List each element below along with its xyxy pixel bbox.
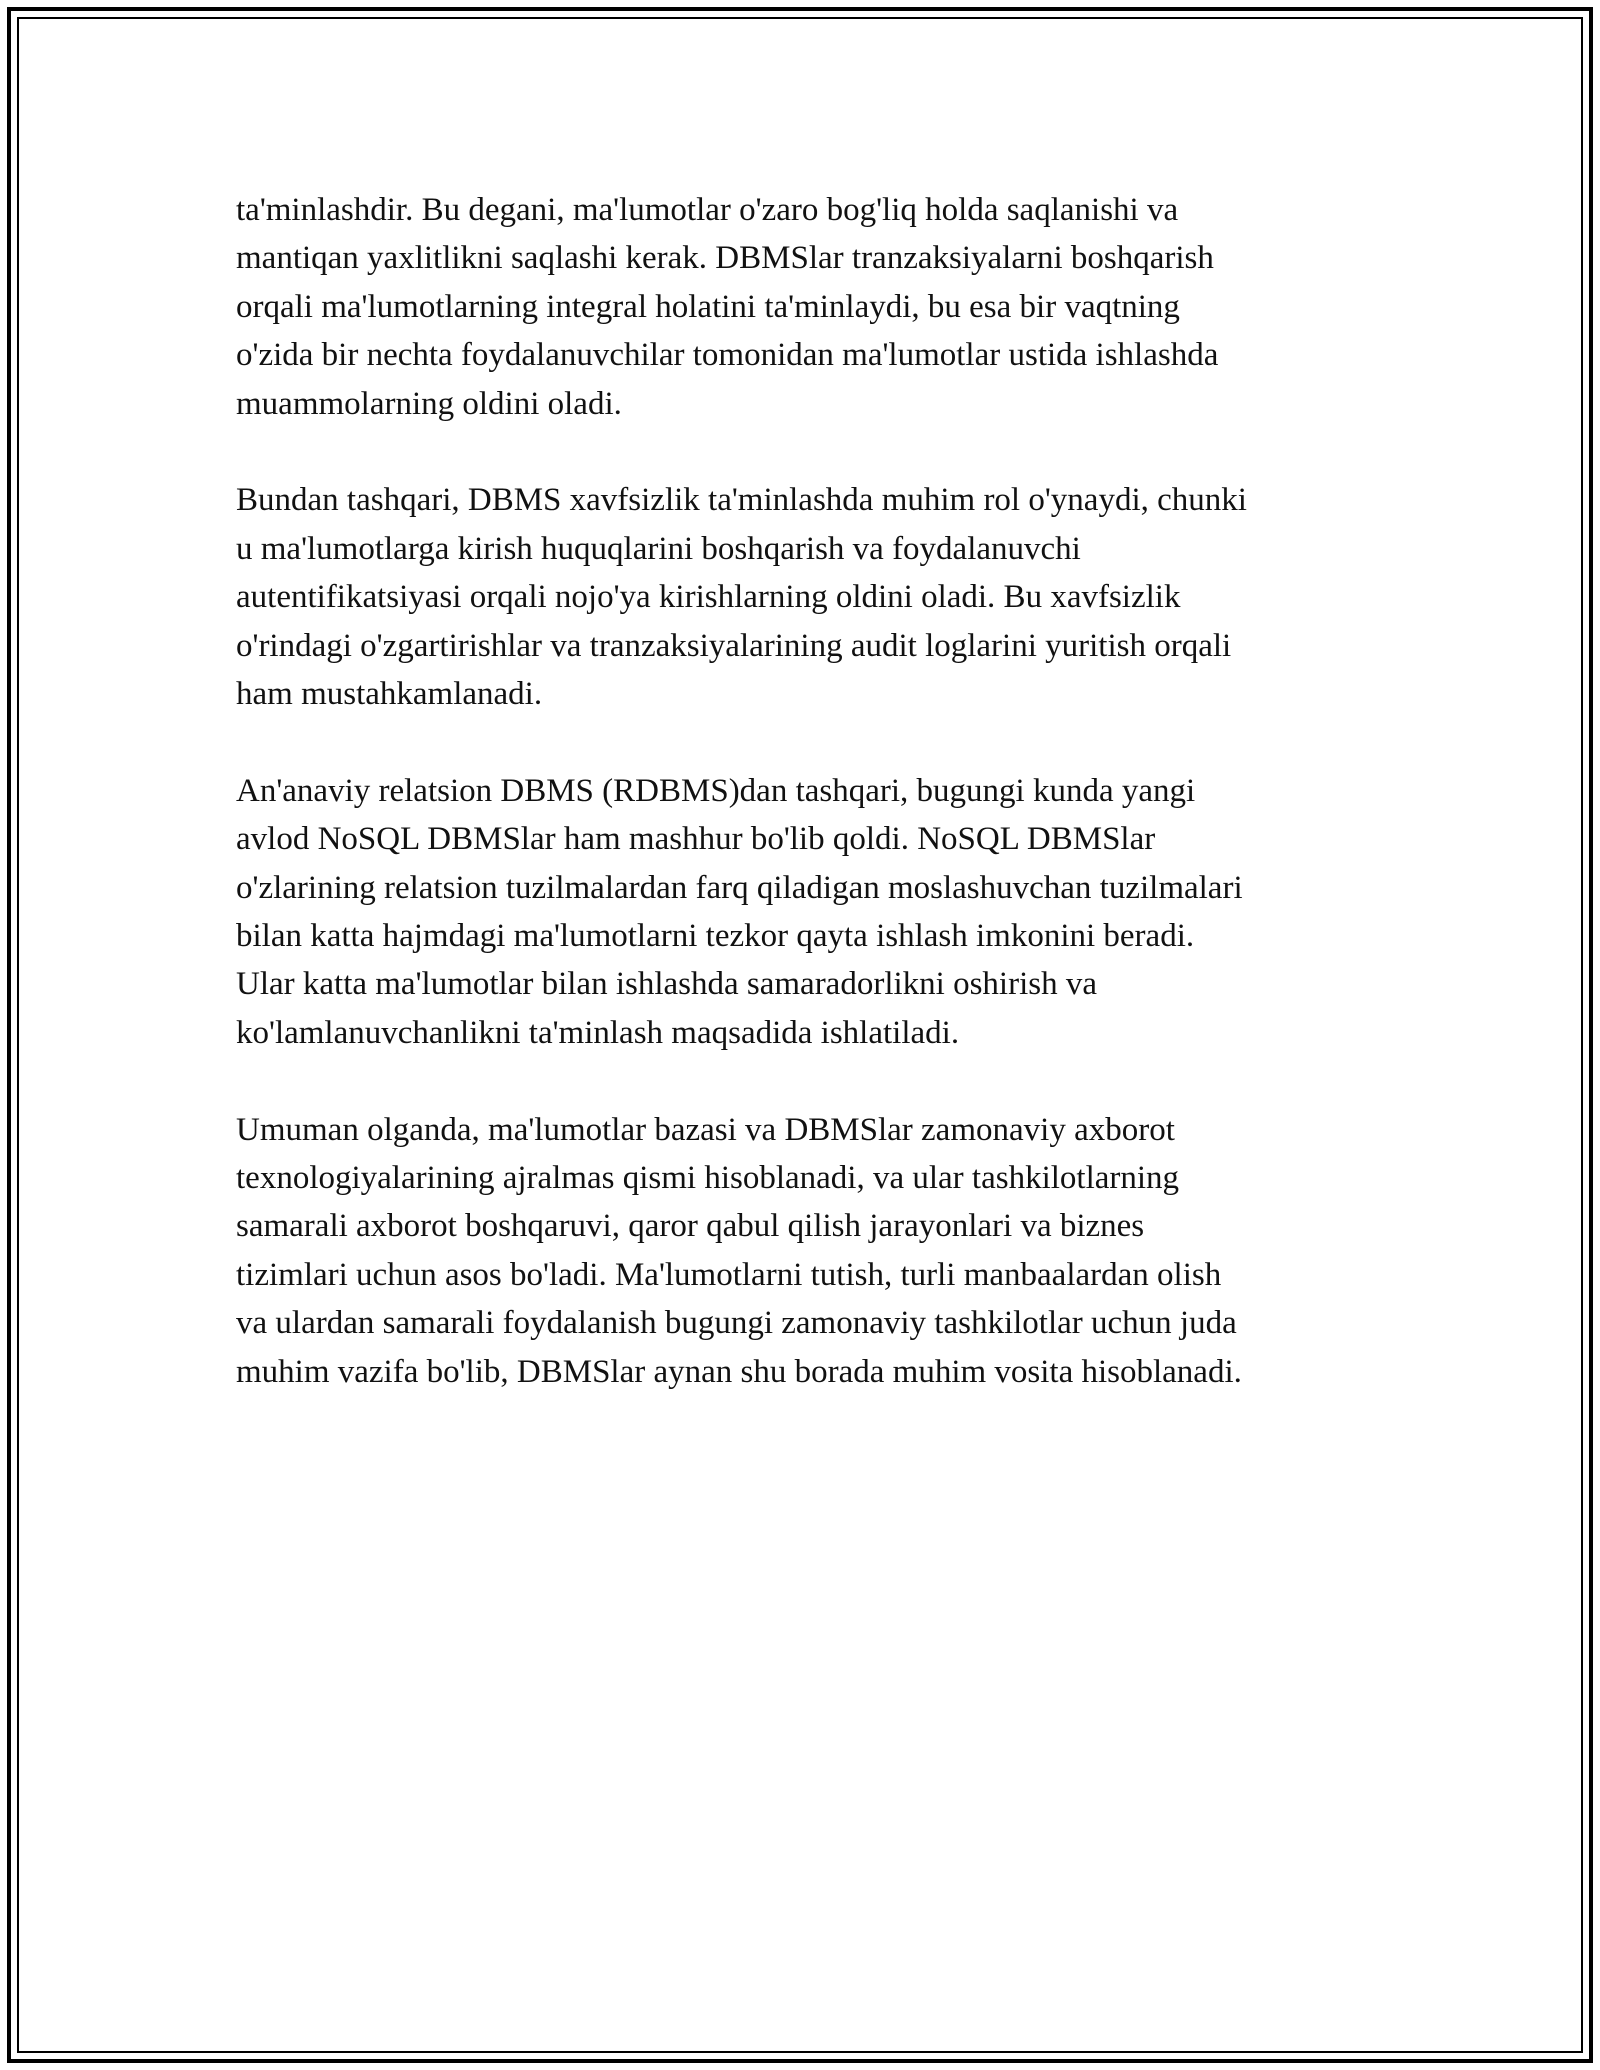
text-line: bilan katta hajmdagi ma'lumotlarni tezkor qayta ishlash imkonini beradi. (236, 918, 1195, 955)
text-line: muhim vazifa bo'lib, DBMSlar aynan shu borada muhim vosita hisoblanadi. (236, 1353, 1242, 1390)
text-line: u ma'lumotlarga kirish huquqlarini boshqarish va foydalanuvchi (236, 530, 1081, 567)
text-line: Umuman olganda, ma'lumotlar bazasi va DBMSlar zamonaviy axborot (236, 1111, 1175, 1148)
document-body (236, 186, 1376, 1445)
paragraph-4 (236, 1106, 1376, 1396)
text-line: ham mustahkamlanadi. (236, 676, 543, 713)
text-line: ko'lamlanuvchanlikni ta'minlash maqsadida ishlatiladi. (236, 1014, 960, 1051)
text-line: texnologiyalarining ajralmas qismi hisoblanadi, va ular tashkilotlarning (236, 1160, 1180, 1197)
text-line: autentifikatsiyasi orqali nojo'ya kirishlarning oldini oladi. Bu xavfsizlik (236, 579, 1181, 616)
text-line: o'rindagi o'zgartirishlar va tranzaksiyalarining audit loglarini yuritish orqali (236, 627, 1232, 664)
text-line: muammolarning oldini oladi. (236, 385, 622, 422)
text-line: samarali axborot boshqaruvi, qaror qabul qilish jarayonlari va biznes (236, 1208, 1145, 1245)
paragraph-2 (236, 476, 1376, 718)
text-line: ta'minlashdir. Bu degani, ma'lumotlar o'zaro bog'liq holda saqlanishi va (236, 192, 1179, 228)
text-line: o'zlarining relatsion tuzilmalardan farq qiladigan moslashuvchan tuzilmalari (236, 869, 1243, 906)
text-line: va ulardan samarali foydalanish bugungi zamonaviy tashkilotlar uchun juda (236, 1305, 1237, 1342)
text-line: o'zida bir nechta foydalanuvchilar tomonidan ma'lumotlar ustida ishlashda (236, 337, 1219, 374)
text-line: mantiqan yaxlitlikni saqlashi kerak. DBMSlar tranzaksiyalarni boshqarish (236, 240, 1214, 277)
text-line: An'anaviy relatsion DBMS (RDBMS)dan tashqari, bugungi kunda yangi (236, 772, 1196, 809)
paragraph-3 (236, 767, 1376, 1057)
text-line: orqali ma'lumotlarning integral holatini ta'minlaydi, bu esa bir vaqtning (236, 288, 1180, 325)
text-line: avlod NoSQL DBMSlar ham mashhur bo'lib qoldi. NoSQL DBMSlar (236, 821, 1156, 858)
paragraph-1 (236, 186, 1376, 428)
text-line: Ular katta ma'lumotlar bilan ishlashda samaradorlikni oshirish va (236, 966, 1097, 1003)
text-line: tizimlari uchun asos bo'ladi. Ma'lumotlarni tutish, turli manbaalardan olish (236, 1256, 1222, 1293)
text-line: Bundan tashqari, DBMS xavfsizlik ta'minlashda muhim rol o'ynaydi, chunki (236, 482, 1247, 519)
